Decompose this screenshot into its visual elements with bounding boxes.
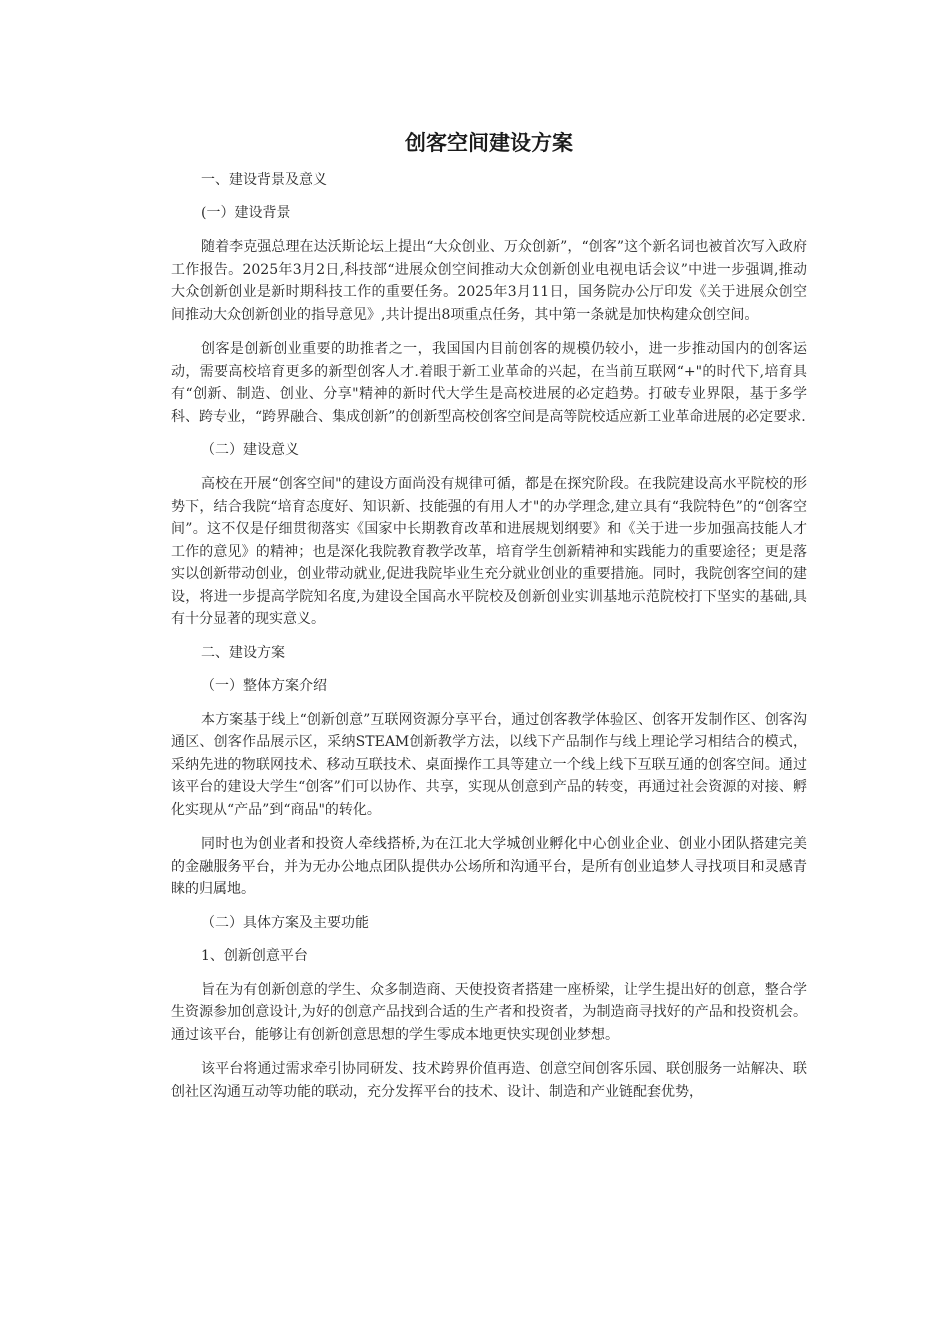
document-title: 创客空间建设方案 (405, 131, 573, 155)
item-heading-innovation-platform: 1、创新创意平台 (201, 947, 308, 964)
subsection-heading-background: (一）建设背景 (201, 205, 291, 221)
paragraph-background-1: 随着李克强总理在达沃斯论坛上提出“大众创业、万众创新”，“创客”这个新名词也被首次写入政府工作报告。2025年3月2日,科技部“进展众创空间推动大众创新创业电视电话会议”中进一步强调,推动大众创新创业是新时期科技工作的重要任务。2025年3月11日，国务院办公厅印发《关于进展众创空间推动大众创新创业的指导意见》,共计提出8项重点任务，其中第一条就是加快构建众创空间。 (171, 239, 807, 323)
paragraph-significance: 高校在开展“创客空间"的建设方面尚没有规律可循，都是在探究阶段。在我院建设高水平院校的形势下，结合我院“培育态度好、知识新、技能强的有用人才"的办学理念,建立具有“我院特色”的“创客空间”。这不仅是仔细贯彻落实《国家中长期教育改革和进展规划纲要》和《关于进一步加强高技能人才工作的意见》的精神；也是深化我院教育教学改革，培育学生创新精神和实践能力的重要途径；更是落实以创新带动创业，创业带动就业,促进我院毕业生充分就业创业的重要措施。同时，我院创客空间的建设，将进一步提高学院知名度,为建设全国高水平院校及创新创业实训基地示范院校打下坚实的基础,具有十分显著的现实意义。 (171, 476, 807, 627)
paragraph-innovation-platform-1: 旨在为有创新创意的学生、众多制造商、天使投资者搭建一座桥梁，让学生提出好的创意，整合学生资源参加创意设计,为好的创意产品找到合适的生产者和投资者，为制造商寻找好的产品和投资机会。通过该平台，能够让有创新创意思想的学生零成本地更快实现创业梦想。 (171, 981, 807, 1043)
paragraph-background-2: 创客是创新创业重要的助推者之一，我国国内目前创客的规模仍较小，进一步推动国内的创客运动，需要高校培育更多的新型创客人才.着眼于新工业革命的兴起，在当前互联网“+"的时代下,培育具有“创新、制造、创业、分享"精神的新时代大学生是高校进展的必定趋势。打破专业界限，基于多学科、跨专业，“跨界融合、集成创新”的创新型高校创客空间是高等院校适应新工业革命进展的必定要求. (171, 341, 807, 425)
section-heading-background-significance: 一、建设背景及意义 (201, 172, 327, 188)
subsection-heading-specific-plan: （二）具体方案及主要功能 (201, 914, 369, 931)
document-page (171, 128, 807, 1115)
paragraph-innovation-platform-2: 该平台将通过需求牵引协同研发、技术跨界价值再造、创意空间创客乐园、联创服务一站解决、联创社区沟通互动等功能的联动，充分发挥平台的技术、设计、制造和产业链配套优势， (171, 1061, 807, 1100)
paragraph-investor-platform: 同时也为创业者和投资人牵线搭桥,为在江北大学城创业孵化中心创业企业、创业小团队搭建完美的金融服务平台，并为无办公地点团队提供办公场所和沟通平台，是所有创业追梦人寻找项目和灵感青睐的归属地。 (171, 836, 807, 897)
subsection-heading-significance: （二）建设意义 (201, 442, 299, 458)
paragraph-overall-plan: 本方案基于线上“创新创意”互联网资源分享平台，通过创客教学体验区、创客开发制作区、创客沟通区、创客作品展示区，采纳STEAM创新教学方法，以线下产品制作与线上理论学习相结合的模式，采纳先进的物联网技术、移动互联技术、桌面操作工具等建立一个线上线下互联互通的创客空间。通过该平台的建设大学生“创客”们可以协作、共享，实现从创意到产品的转变，再通过社会资源的对接、孵化实现从“产品”到“商品"的转化。 (171, 711, 807, 818)
subsection-heading-overall-plan: （一）整体方案介绍 (201, 677, 327, 694)
section-heading-plan: 二、建设方案 (201, 644, 285, 661)
